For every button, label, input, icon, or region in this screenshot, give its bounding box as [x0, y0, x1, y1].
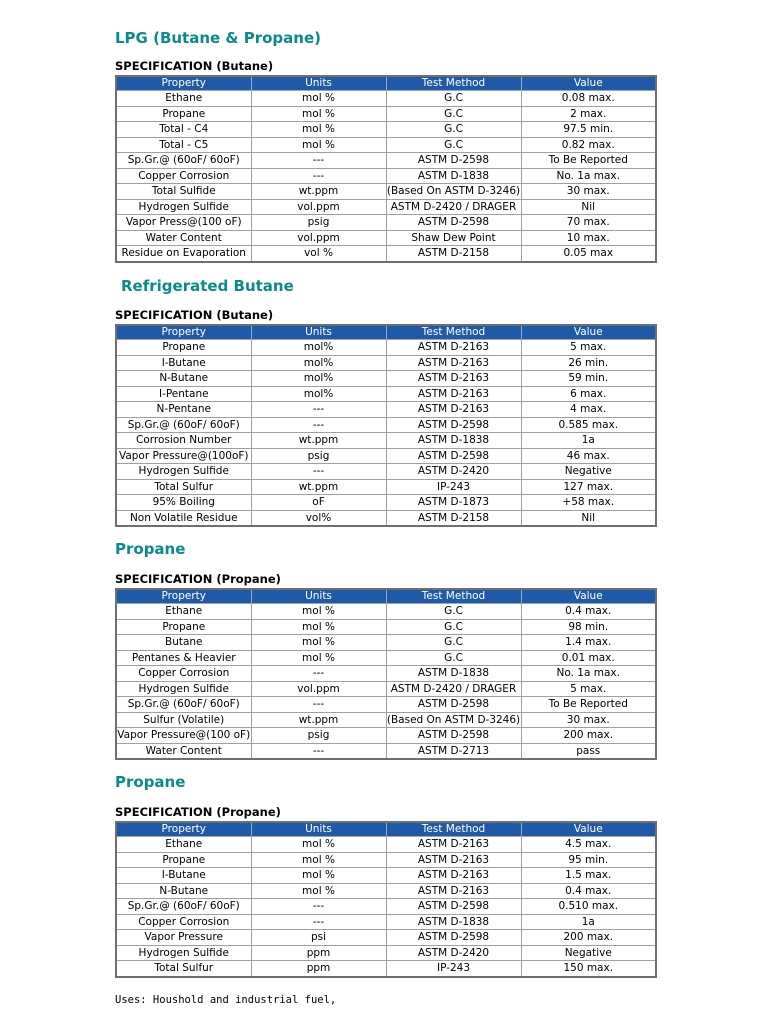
table-cell: ASTM D-2158	[386, 510, 521, 526]
spec-table	[115, 588, 657, 760]
table-cell: No. 1a max.	[521, 168, 656, 184]
table-cell: ASTM D-1838	[386, 433, 521, 449]
table-cell: 150 max.	[521, 961, 656, 977]
table-cell: ---	[251, 402, 386, 418]
table-cell: Copper Corrosion	[116, 168, 251, 184]
table-cell: G.C	[386, 635, 521, 651]
table-cell: Hydrogen Sulfide	[116, 464, 251, 480]
table-row	[116, 184, 656, 200]
table-cell: ASTM D-2598	[386, 899, 521, 915]
table-cell: ASTM D-2163	[386, 386, 521, 402]
spec-table-wrapper	[115, 588, 655, 760]
table-cell: ---	[251, 153, 386, 169]
table-row	[116, 837, 656, 853]
table-cell: 26 min.	[521, 355, 656, 371]
table-cell: Sp.Gr.@ (60oF/ 60oF)	[116, 697, 251, 713]
table-cell: Total - C4	[116, 122, 251, 138]
table-cell: Vapor Pressure@(100oF)	[116, 448, 251, 464]
table-cell: Total - C5	[116, 137, 251, 153]
table-cell: ASTM D-1873	[386, 495, 521, 511]
table-row	[116, 153, 656, 169]
table-cell: ---	[251, 743, 386, 759]
table-row	[116, 635, 656, 651]
table-cell: wt.ppm	[251, 184, 386, 200]
table-cell: +58 max.	[521, 495, 656, 511]
table-cell: 0.05 max	[521, 246, 656, 262]
table-row	[116, 122, 656, 138]
table-header-row	[116, 589, 656, 604]
table-row	[116, 168, 656, 184]
specification-label: SPECIFICATION (Propane)	[115, 572, 281, 586]
table-row	[116, 246, 656, 262]
table-cell: Sp.Gr.@ (60oF/ 60oF)	[116, 899, 251, 915]
table-cell: ASTM D-2163	[386, 868, 521, 884]
table-cell: 95 min.	[521, 852, 656, 868]
spec-table-wrapper	[115, 821, 655, 978]
table-cell: ASTM D-2163	[386, 340, 521, 356]
table-cell: Corrosion Number	[116, 433, 251, 449]
table-cell: 4 max.	[521, 402, 656, 418]
table-cell: Propane	[116, 852, 251, 868]
column-header: Property	[116, 822, 251, 837]
table-row	[116, 106, 656, 122]
table-cell: Butane	[116, 635, 251, 651]
table-row	[116, 945, 656, 961]
table-cell: 97.5 min.	[521, 122, 656, 138]
table-cell: ASTM D-2158	[386, 246, 521, 262]
table-cell: Negative	[521, 945, 656, 961]
table-cell: psig	[251, 215, 386, 231]
table-cell: mol %	[251, 122, 386, 138]
table-cell: ppm	[251, 961, 386, 977]
table-cell: ASTM D-2163	[386, 852, 521, 868]
table-cell: (Based On ASTM D-3246)	[386, 713, 521, 726]
table-cell: mol%	[251, 355, 386, 371]
table-cell: Total Sulfur	[116, 961, 251, 977]
table-cell: G.C	[386, 619, 521, 635]
table-cell: vol.ppm	[251, 230, 386, 246]
table-row	[116, 495, 656, 511]
table-cell: mol %	[251, 650, 386, 666]
table-row	[116, 199, 656, 215]
table-cell: vol%	[251, 510, 386, 526]
table-cell: N-Butane	[116, 883, 251, 899]
column-header: Value	[521, 76, 656, 91]
table-cell: vol.ppm	[251, 681, 386, 697]
table-cell: Non Volatile Residue	[116, 510, 251, 526]
table-cell: To Be Reported	[521, 153, 656, 169]
table-cell: wt.ppm	[251, 712, 386, 728]
table-row	[116, 340, 656, 356]
table-cell: ---	[251, 914, 386, 930]
table-cell: N-Pentane	[116, 402, 251, 418]
table-row	[116, 91, 656, 107]
uses-note: Uses: Houshold and industrial fuel,	[115, 994, 337, 1006]
table-cell: Total Sulfur	[116, 479, 251, 495]
table-cell: ---	[251, 464, 386, 480]
table-cell: mol%	[251, 386, 386, 402]
table-cell: ASTM D-2163	[386, 837, 521, 853]
table-cell: Hydrogen Sulfide	[116, 199, 251, 215]
column-header: Test Method	[386, 589, 521, 604]
table-cell: mol %	[251, 91, 386, 107]
table-cell: ---	[251, 417, 386, 433]
table-cell: I-Pentane	[116, 386, 251, 402]
table-cell: mol %	[251, 106, 386, 122]
spec-table	[115, 75, 657, 263]
table-header-row	[116, 325, 656, 340]
table-cell: 1.4 max.	[521, 635, 656, 651]
table-cell: G.C	[386, 604, 521, 620]
column-header: Property	[116, 589, 251, 604]
table-row	[116, 883, 656, 899]
section-title: Propane	[115, 773, 186, 791]
table-cell: 98 min.	[521, 619, 656, 635]
section-title: LPG (Butane & Propane)	[115, 29, 321, 47]
table-cell: Negative	[521, 464, 656, 480]
table-cell: 30 max.	[521, 712, 656, 728]
table-cell: ASTM D-2163	[386, 883, 521, 899]
table-row	[116, 899, 656, 915]
table-cell: wt.ppm	[251, 433, 386, 449]
table-cell: No. 1a max.	[521, 666, 656, 682]
table-cell: Vapor Pressure@(100 oF)	[117, 729, 251, 742]
table-cell: 6 max.	[521, 386, 656, 402]
table-row	[116, 852, 656, 868]
table-cell: 0.585 max.	[521, 417, 656, 433]
table-cell: Propane	[116, 340, 251, 356]
table-row	[116, 510, 656, 526]
table-row	[116, 930, 656, 946]
table-cell: Total Sulfide	[116, 184, 251, 200]
table-row	[116, 650, 656, 666]
column-header: Units	[251, 822, 386, 837]
spec-table-wrapper	[115, 75, 655, 263]
table-cell: 1a	[521, 433, 656, 449]
table-cell: 30 max.	[521, 184, 656, 200]
table-cell: 0.4 max.	[521, 604, 656, 620]
table-cell: ASTM D-1838	[386, 914, 521, 930]
table-row	[116, 433, 656, 449]
table-cell: Nil	[521, 510, 656, 526]
column-header: Test Method	[386, 822, 521, 837]
specification-label: SPECIFICATION (Butane)	[115, 308, 274, 322]
table-cell: ASTM D-1838	[386, 666, 521, 682]
table-cell: ASTM D-2420	[386, 464, 521, 480]
table-row	[116, 728, 656, 744]
table-cell: G.C	[386, 122, 521, 138]
table-cell: ASTM D-2420 / DRAGER	[386, 199, 521, 215]
table-cell: mol %	[251, 883, 386, 899]
column-header: Units	[251, 325, 386, 340]
table-cell: ASTM D-2598	[386, 930, 521, 946]
table-header-row	[116, 76, 656, 91]
table-cell: Hydrogen Sulfide	[116, 945, 251, 961]
table-cell: 46 max.	[521, 448, 656, 464]
table-row	[116, 386, 656, 402]
table-cell: 5 max.	[521, 681, 656, 697]
section-title: Propane	[115, 540, 186, 558]
table-cell: Copper Corrosion	[116, 914, 251, 930]
table-row	[116, 137, 656, 153]
table-cell: To Be Reported	[521, 697, 656, 713]
column-header: Property	[116, 325, 251, 340]
table-cell: N-Butane	[116, 371, 251, 387]
table-cell: mol %	[251, 137, 386, 153]
table-cell: mol %	[251, 635, 386, 651]
spec-table	[115, 821, 657, 978]
table-row	[116, 666, 656, 682]
table-cell: ASTM D-1838	[386, 168, 521, 184]
table-cell: G.C	[386, 137, 521, 153]
specification-label: SPECIFICATION (Propane)	[115, 805, 281, 819]
table-cell: ASTM D-2598	[386, 215, 521, 231]
table-cell: I-Butane	[116, 868, 251, 884]
specification-label: SPECIFICATION (Butane)	[115, 59, 274, 73]
table-cell: ASTM D-2713	[386, 743, 521, 759]
table-cell: wt.ppm	[251, 479, 386, 495]
column-header: Units	[251, 76, 386, 91]
table-cell: Shaw Dew Point	[386, 230, 521, 246]
table-row	[116, 371, 656, 387]
table-cell: 95% Boiling	[116, 495, 251, 511]
table-cell: I-Butane	[116, 355, 251, 371]
table-cell: G.C	[386, 650, 521, 666]
table-cell: 0.4 max.	[521, 883, 656, 899]
table-cell: ASTM D-2598	[386, 417, 521, 433]
table-cell: Ethane	[116, 604, 251, 620]
table-cell: 5 max.	[521, 340, 656, 356]
column-header: Value	[521, 822, 656, 837]
table-cell: psig	[251, 448, 386, 464]
table-cell: mol %	[251, 852, 386, 868]
table-cell: psi	[251, 930, 386, 946]
table-cell: IP-243	[386, 479, 521, 495]
table-row	[116, 743, 656, 759]
column-header: Test Method	[386, 76, 521, 91]
table-cell: mol%	[251, 340, 386, 356]
table-cell: Pentanes & Heavier	[116, 650, 251, 666]
table-cell: Ethane	[116, 837, 251, 853]
table-cell: ppm	[251, 945, 386, 961]
table-cell: 0.510 max.	[521, 899, 656, 915]
table-cell: ASTM D-2598	[386, 728, 521, 744]
table-cell: Nil	[521, 199, 656, 215]
table-row	[116, 417, 656, 433]
table-cell: mol %	[251, 604, 386, 620]
table-cell: Propane	[116, 106, 251, 122]
table-cell: Sp.Gr.@ (60oF/ 60oF)	[116, 417, 251, 433]
table-cell: mol %	[251, 868, 386, 884]
table-cell: IP-243	[386, 961, 521, 977]
table-cell: 0.08 max.	[521, 91, 656, 107]
table-row	[116, 712, 656, 728]
table-row	[116, 448, 656, 464]
table-cell: ASTM D-2163	[386, 371, 521, 387]
table-cell: ---	[251, 899, 386, 915]
table-cell: 10 max.	[521, 230, 656, 246]
table-row	[116, 868, 656, 884]
table-cell: (Based On ASTM D-3246)	[386, 185, 521, 198]
table-cell: Copper Corrosion	[116, 666, 251, 682]
table-cell: Vapor Pressure	[116, 930, 251, 946]
table-cell: Vapor Press@(100 oF)	[116, 215, 251, 231]
column-header: Test Method	[386, 325, 521, 340]
table-cell: G.C	[386, 91, 521, 107]
table-cell: ---	[251, 666, 386, 682]
table-cell: 0.01 max.	[521, 650, 656, 666]
table-cell: ASTM D-2598	[386, 697, 521, 713]
table-row	[116, 914, 656, 930]
table-cell: ASTM D-2163	[386, 355, 521, 371]
column-header: Units	[251, 589, 386, 604]
table-cell: 200 max.	[521, 930, 656, 946]
table-cell: 1a	[521, 914, 656, 930]
table-cell: ASTM D-2163	[386, 402, 521, 418]
table-row	[116, 402, 656, 418]
table-row	[116, 215, 656, 231]
column-header: Property	[116, 76, 251, 91]
table-cell: oF	[251, 495, 386, 511]
table-row	[116, 479, 656, 495]
table-row	[116, 619, 656, 635]
table-cell: pass	[521, 743, 656, 759]
table-row	[116, 681, 656, 697]
table-cell: 70 max.	[521, 215, 656, 231]
column-header: Value	[521, 325, 656, 340]
table-cell: Water Content	[116, 743, 251, 759]
table-cell: 127 max.	[521, 479, 656, 495]
spec-table-wrapper	[115, 324, 655, 527]
table-cell: G.C	[386, 106, 521, 122]
table-cell: Sp.Gr.@ (60oF/ 60oF)	[116, 153, 251, 169]
table-row	[116, 961, 656, 977]
table-cell: 59 min.	[521, 371, 656, 387]
table-cell: 1.5 max.	[521, 868, 656, 884]
spec-table	[115, 324, 657, 527]
table-row	[116, 355, 656, 371]
table-cell: Water Content	[116, 230, 251, 246]
table-cell: ---	[251, 697, 386, 713]
table-cell: vol.ppm	[251, 199, 386, 215]
section-title: Refrigerated Butane	[121, 277, 294, 295]
table-row	[116, 230, 656, 246]
table-header-row	[116, 822, 656, 837]
table-cell: ASTM D-2420	[386, 945, 521, 961]
table-row	[116, 604, 656, 620]
table-cell: ASTM D-2420 / DRAGER	[386, 681, 521, 697]
table-cell: Hydrogen Sulfide	[116, 681, 251, 697]
table-cell: ASTM D-2598	[386, 153, 521, 169]
table-cell: Propane	[116, 619, 251, 635]
table-cell: Residue on Evaporation	[116, 246, 251, 262]
table-cell: 0.82 max.	[521, 137, 656, 153]
table-row	[116, 697, 656, 713]
table-cell: mol%	[251, 371, 386, 387]
table-cell: ---	[251, 168, 386, 184]
table-row	[116, 464, 656, 480]
table-cell: ASTM D-2598	[386, 448, 521, 464]
table-cell: Ethane	[116, 91, 251, 107]
table-cell: vol %	[251, 246, 386, 262]
table-cell: mol %	[251, 837, 386, 853]
table-cell: 4.5 max.	[521, 837, 656, 853]
table-cell: 2 max.	[521, 106, 656, 122]
table-cell: mol %	[251, 619, 386, 635]
table-cell: 200 max.	[521, 728, 656, 744]
column-header: Value	[521, 589, 656, 604]
table-cell: Sulfur (Volatile)	[116, 712, 251, 728]
table-cell: psig	[251, 728, 386, 744]
